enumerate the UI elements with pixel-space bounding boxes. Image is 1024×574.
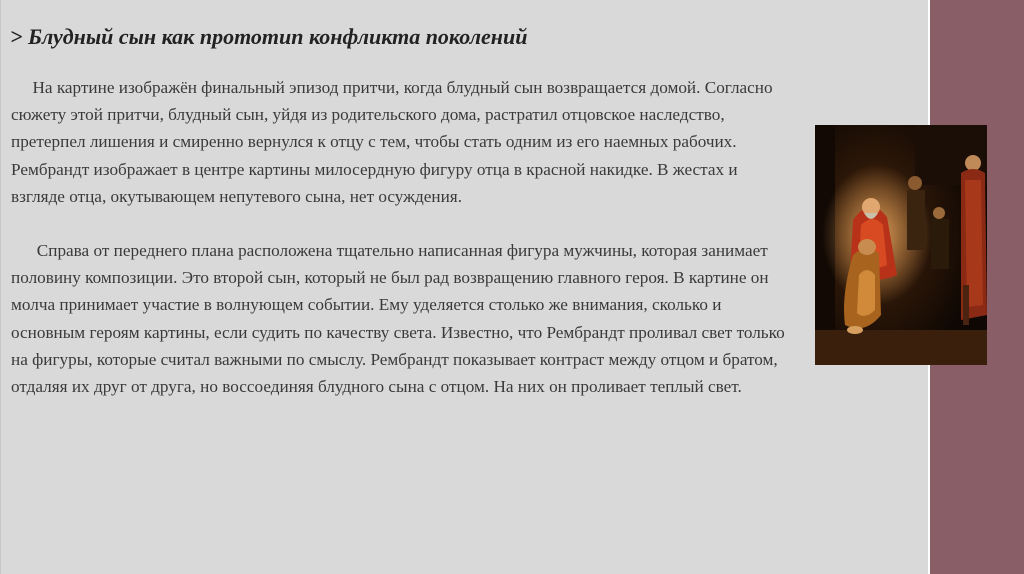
paragraph-2-text: Справа от переднего плана расположена тщательно написанная фигура мужчины, которая занимает половину композиции. Это второй сын, который не был рад возвращению главного героя. В картине он молча принимает участие в волнующем событии. Ему уделяется столько же внимания, сколько и основным героям картины, если судить по качеству света. Известно, что Рембрандт проливал свет только на фигуры, которые считал важными по смыслу. Рембрандт показывает контраст между отцом и братом, отдаляя их друг от друга, но воссоединяя блудного сына с отцом. На них он проливает теплый свет.: [11, 241, 785, 397]
paragraph-1-text: На картине изображён финальный эпизод притчи, когда блудный сын возвращается домой. Согласно сюжету этой притчи, блудный сын, уйдя из родительского дома, растратил отцовское наследство, претерпел лишения и смиренно вернулся к отцу с тем, чтобы стать одним из его наемных рабочих. Рембрандт изображает в центре картины милосердную фигуру отца в красной накидке. В жестах и взгляде отца, окутывающем непутевого сына, нет осуждения.: [11, 78, 773, 206]
painting-image: [815, 125, 987, 365]
slide-body: [11, 74, 786, 400]
paragraph-1: [11, 74, 786, 210]
paragraph-2: [11, 237, 786, 400]
slide-title: > Блудный сын как прототип конфликта поколений: [10, 24, 528, 49]
